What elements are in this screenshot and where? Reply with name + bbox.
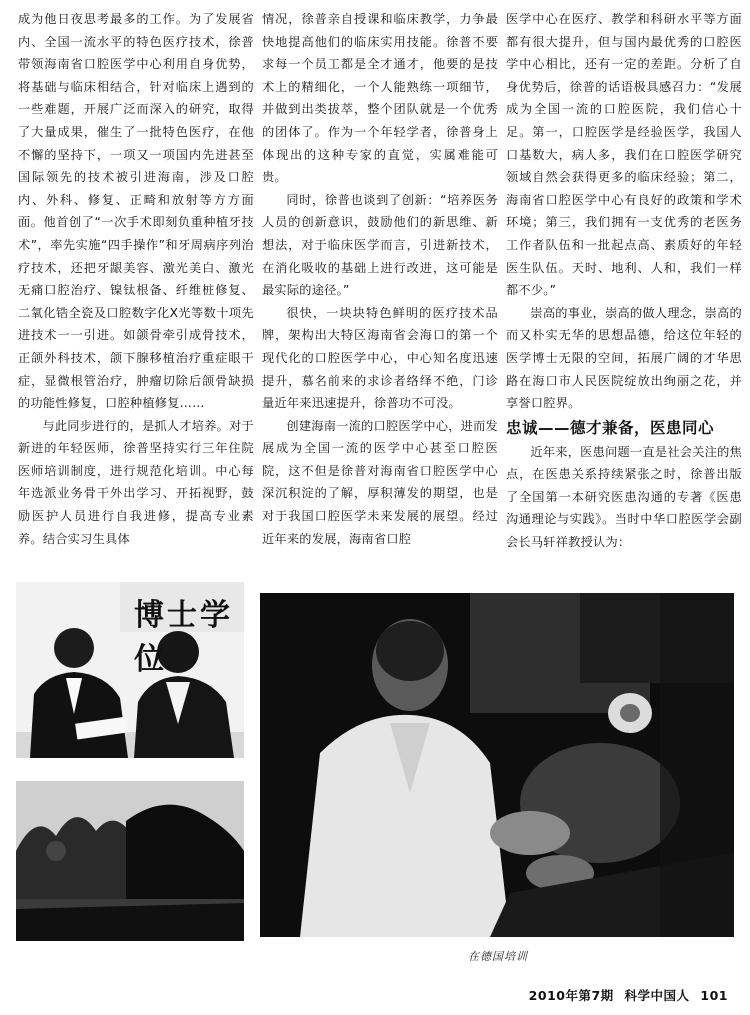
paragraph: 医学中心在医疗、教学和科研水平等方面都有很大提升，但与国内最优秀的口腔医学中心相比，还有一定的差距。分析了自身优势后，徐普的话语极具感召力：“发展成为全国一流的口腔医院，我们信心十足。第一，口腔医学是经验医学，我国人口基数大，病人多，我们在口腔医学研究领域自然会获得更多的临床经验；第二，海南省口腔医学中心有良好的政策和学术环境；第三，我们拥有一支优秀的老医务工作者队伍和一批起点高、素质好的年轻医生队伍。天时、地利、人和，我们一样都不少。” [506,12,742,298]
paragraph: 同时，徐普也谈到了创新：“培养医务人员的创新意识，鼓励他们的新思维、新想法，对于临床医学而言，引进新技术，在消化吸收的基础上进行改进，这可能是最实际的途径。” [262,192,498,298]
paragraph: 崇高的事业，崇高的做人理念，崇高的而又朴实无华的思想品德，给这位年轻的医学博士无限的空间，拓展广阔的才华思路在海口市人民医院绽放出绚丽之花，并享誉口腔界。 [506,305,742,411]
training-photo [260,593,734,937]
training-photo-caption: 在德国培训 [468,950,528,963]
magazine-name: 科学中国人 [624,988,690,1003]
page-footer [523,986,728,1004]
doctorate-sign: 博士学位 [134,598,233,677]
article-column-2 [262,8,498,550]
paragraph: 与此同步进行的，是抓人才培养。对于新进的年轻医师，徐普坚持实行三年住院医师培训制度，进行规范化培训。中心每年选派业务骨干外出学习、开拓视野，鼓励医护人员进行自我进修，提高专业素养。结合实习生具体 [18,418,254,546]
issue-label: 2010年第7期 [528,988,614,1003]
campus-photo [16,781,244,941]
paragraph: 情况，徐普亲自授课和临床教学，力争最快地提高他们的临床实用技能。徐普不要求每一个员工都是全才通才，他要的是技术上的精细化，一个人能熟练一项细节，并做到出类拔萃，整个团队就是一个优秀的团体了。作为一个年轻学者，徐普身上体现出的这种专家的直觉，实属难能可贵。 [262,12,498,185]
paragraph: 创建海南一流的口腔医学中心，进而发展成为全国一流的医学中心甚至口腔医院，这不但是徐普对海南省口腔医学中心深沉积淀的了解，厚积薄发的期望，也是对于我国口腔医学未来发展的展望。经过近年来的发展，海南省口腔 [262,418,498,546]
paragraph: 很快，一块块特色鲜明的医疗技术品牌，架构出大特区海南省会海口的第一个现代化的口腔医学中心，中心知名度迅速提升，慕名前来的求诊者络绎不绝，门诊量近年来迅速提升，徐普功不可没。 [262,305,498,411]
page-number: 101 [700,988,728,1003]
training-photo-illustration [260,593,734,937]
campus-photo-illustration [16,781,244,941]
article-column-3 [506,8,742,554]
paragraph: 成为他日夜思考最多的工作。为了发展省内、全国一流水平的特色医疗技术，徐普带领海南省口腔医学中心利用自身优势，将基础与临床相结合，针对临床上遇到的一些难题，开展广泛而深入的研究，取得了大量成果，催生了一批特色医疗，在他不懈的坚持下，一项又一项国内先进甚至国际领先的技术被引进海南，涉及口腔内、外科、修复、正畸和放射等方方面面。他首创了“一次手术即刻负重种植牙技术”，率先实施“四手操作”和牙周病序列治疗技术，还把牙龈美容、激光美白、激光无痛口腔治疗、镍钛根备、纤维桩修复、二氧化锆全瓷及口腔数字化X光等数十项先进技术一一引进。如颌骨牵引成骨技术，正颌外科技术，颌下腺移植治疗重症眼干症，显微根管治疗，肿瘤切除后颌骨缺损的功能性修复，口腔种植修复…… [18,12,254,411]
article-column-1 [18,8,254,550]
doctorate-photo [16,582,244,758]
paragraph: 近年来，医患问题一直是社会关注的焦点，在医患关系持续紧张之时，徐普出版了全国第一本研究医患沟通的专著《医患沟通理论与实践》。当时中华口腔医学会副会长马轩祥教授认为： [506,444,742,550]
section-heading: 忠诚——德才兼备，医患同心 [506,418,715,437]
